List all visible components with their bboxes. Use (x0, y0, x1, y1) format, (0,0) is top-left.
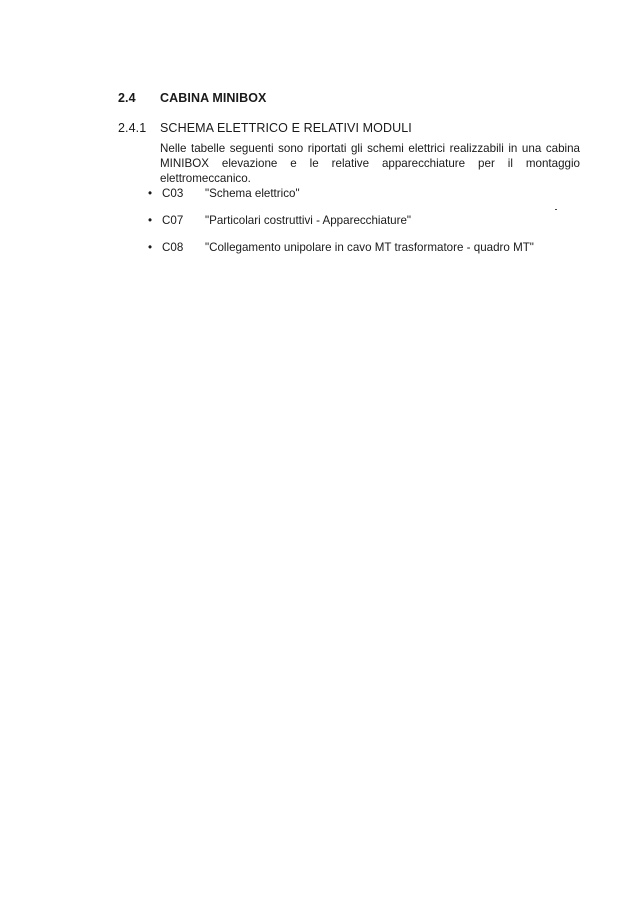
bullet-icon: • (148, 241, 153, 254)
list-item (148, 187, 608, 202)
subsection-number: 2.4.1 (118, 121, 147, 135)
drawing-list (148, 187, 608, 268)
list-item (148, 214, 608, 229)
list-item (148, 241, 608, 256)
item-code: C07 (162, 214, 184, 227)
body-paragraph: Nelle tabelle seguenti sono riportati gli schemi elettrici realizzabili in una cabina MINIBOX elevazione e le relative apparecchiature per il montaggio elettromeccanico. (160, 142, 580, 186)
subsection-title: SCHEMA ELETTRICO E RELATIVI MODULI (160, 121, 412, 135)
item-description: "Particolari costruttivi - Apparecchiature" (205, 214, 412, 227)
item-code: C08 (162, 241, 184, 254)
item-description: "Collegamento unipolare in cavo MT trasformatore - quadro MT" (205, 241, 534, 254)
section-number: 2.4 (118, 91, 136, 105)
scan-speck (555, 209, 557, 210)
bullet-icon: • (148, 214, 153, 227)
item-code: C03 (162, 187, 184, 200)
bullet-icon: • (148, 187, 153, 200)
item-description: "Schema elettrico" (205, 187, 300, 200)
section-title: CABINA MINIBOX (160, 91, 267, 105)
